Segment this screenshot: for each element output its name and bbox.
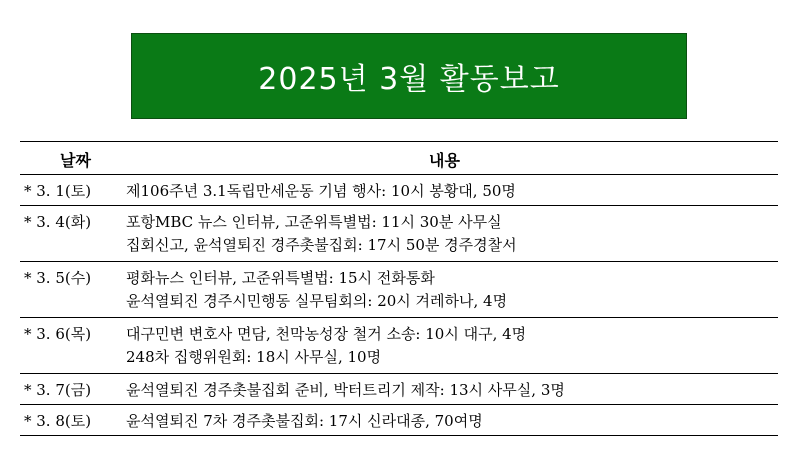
row-content-line: 윤석열퇴진 7차 경주촛불집회: 17시 신라대종, 70여명 [126,412,483,430]
row-content-line: 포항MBC 뉴스 인터뷰, 고준위특별법: 11시 30분 사무실 [126,213,502,231]
row-date: * 3. 1(토) [24,182,92,200]
page-title: 2025년 3월 활동보고 [258,62,560,97]
table-row [20,405,778,436]
table-header [20,142,778,175]
row-content-line: 윤석열퇴진 경주촛불집회 준비, 박터트리기 제작: 13시 사무실, 3명 [126,381,565,399]
row-date: * 3. 5(수) [24,269,92,287]
table-row [20,175,778,206]
header-date: 날짜 [60,151,91,170]
table-row [20,206,778,262]
table-row [20,374,778,405]
row-content-line: 집회신고, 윤석열퇴진 경주촛불집회: 17시 50분 경주경찰서 [126,236,517,254]
row-date: * 3. 6(목) [24,325,92,343]
activity-table [20,141,778,436]
row-content-line: 제106주년 3.1독립만세운동 기념 행사: 10시 봉황대, 50명 [126,182,516,200]
table-row [20,318,778,374]
row-date: * 3. 4(화) [24,213,92,231]
title-banner [131,33,687,119]
row-content-line: 248차 집행위원회: 18시 사무실, 10명 [126,348,382,366]
row-content-line: 대구민변 변호사 면담, 천막농성장 철거 소송: 10시 대구, 4명 [126,325,527,343]
row-content-line: 평화뉴스 인터뷰, 고준위특별법: 15시 전화통화 [126,269,435,287]
row-date: * 3. 7(금) [24,381,92,399]
row-date: * 3. 8(토) [24,412,92,430]
row-content-line: 윤석열퇴진 경주시민행동 실무팀회의: 20시 겨레하나, 4명 [126,292,508,310]
table-row [20,262,778,318]
header-content: 내용 [429,151,460,170]
